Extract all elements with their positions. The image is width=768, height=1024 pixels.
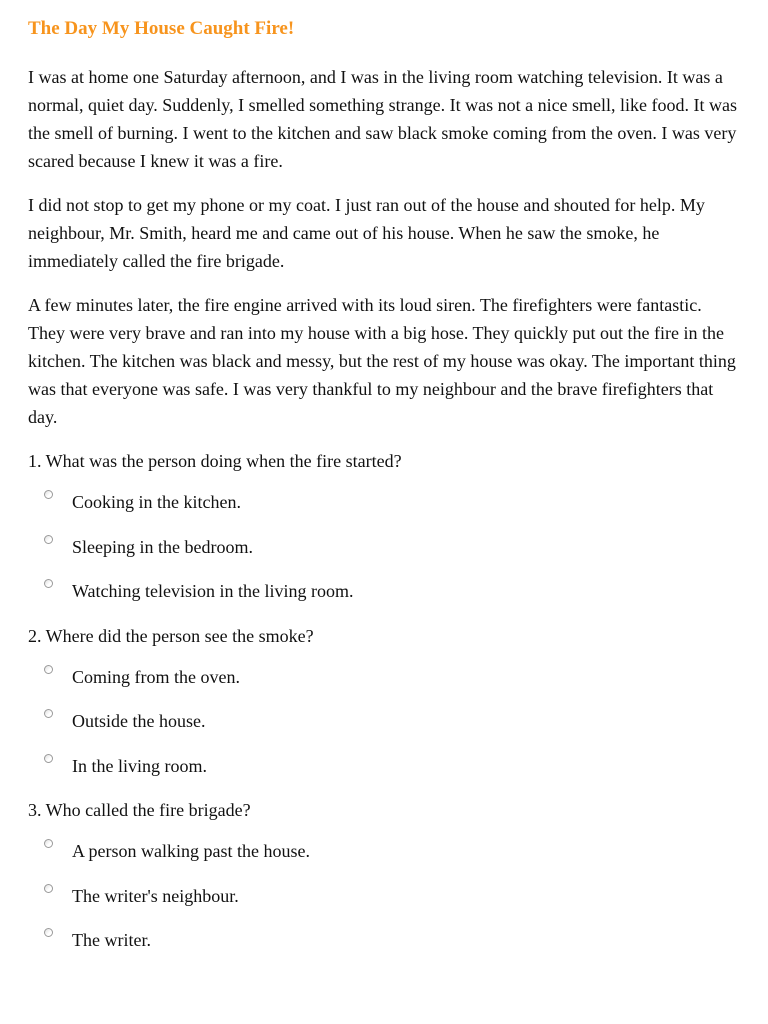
story-paragraph: A few minutes later, the fire engine arrived with its loud siren. The firefighters were fantastic. They were very brave and ran into my house with a big hose. They quickly put out the fire in the kitchen. The kitchen was black and messy, but the rest of my house was okay. The important thing was that everyone was safe. I was very thankful to my neighbour and the brave firefighters that day. xyxy=(28,295,736,427)
question-text: 2. Where did the person see the smoke? xyxy=(28,625,314,646)
option-label: The writer. xyxy=(72,930,151,950)
radio-button[interactable] xyxy=(44,709,53,718)
option-label: In the living room. xyxy=(72,755,207,776)
answer-option[interactable] xyxy=(28,752,740,780)
answer-option[interactable] xyxy=(28,926,740,954)
page-title: The Day My House Caught Fire! xyxy=(28,18,295,39)
answer-option[interactable] xyxy=(28,663,740,691)
radio-button[interactable] xyxy=(44,839,53,848)
question-block-1 xyxy=(28,447,740,605)
story-paragraph: I was at home one Saturday afternoon, and I was in the living room watching television. It was a normal, quiet day. Suddenly, I smelled something strange. It was not a nice smell, like food. It was the smell of burning. I went to the kitchen and saw black smoke coming from the oven. I was very scared because I knew it was a fire. xyxy=(28,67,738,171)
answer-options xyxy=(28,837,740,954)
radio-button[interactable] xyxy=(44,535,53,544)
question-text: 1. What was the person doing when the fire started? xyxy=(28,451,402,471)
radio-button[interactable] xyxy=(44,928,53,937)
radio-button[interactable] xyxy=(44,754,53,763)
answer-options xyxy=(28,663,740,780)
radio-button[interactable] xyxy=(44,490,53,499)
question-block-3 xyxy=(28,796,740,954)
radio-button[interactable] xyxy=(44,884,53,893)
answer-option[interactable] xyxy=(28,488,740,516)
answer-option[interactable] xyxy=(28,882,740,910)
option-label: The writer's neighbour. xyxy=(72,885,239,906)
answer-options xyxy=(28,488,740,605)
option-label: Sleeping in the bedroom. xyxy=(72,536,253,557)
option-label: A person walking past the house. xyxy=(72,841,310,861)
option-label: Cooking in the kitchen. xyxy=(72,492,241,512)
radio-button[interactable] xyxy=(44,579,53,588)
radio-button[interactable] xyxy=(44,665,53,674)
question-text: 3. Who called the fire brigade? xyxy=(28,800,251,820)
question-block-2 xyxy=(28,622,740,780)
option-label: Outside the house. xyxy=(72,711,206,731)
answer-option[interactable] xyxy=(28,837,740,865)
answer-option[interactable] xyxy=(28,577,740,605)
story-paragraph: I did not stop to get my phone or my coat. I just ran out of the house and shouted for help. My neighbour, Mr. Smith, heard me and came out of his house. When he saw the smoke, he immediately called the fire brigade. xyxy=(28,195,705,271)
answer-option[interactable] xyxy=(28,533,740,561)
option-label: Coming from the oven. xyxy=(72,666,240,687)
option-label: Watching television in the living room. xyxy=(72,581,354,601)
answer-option[interactable] xyxy=(28,707,740,735)
